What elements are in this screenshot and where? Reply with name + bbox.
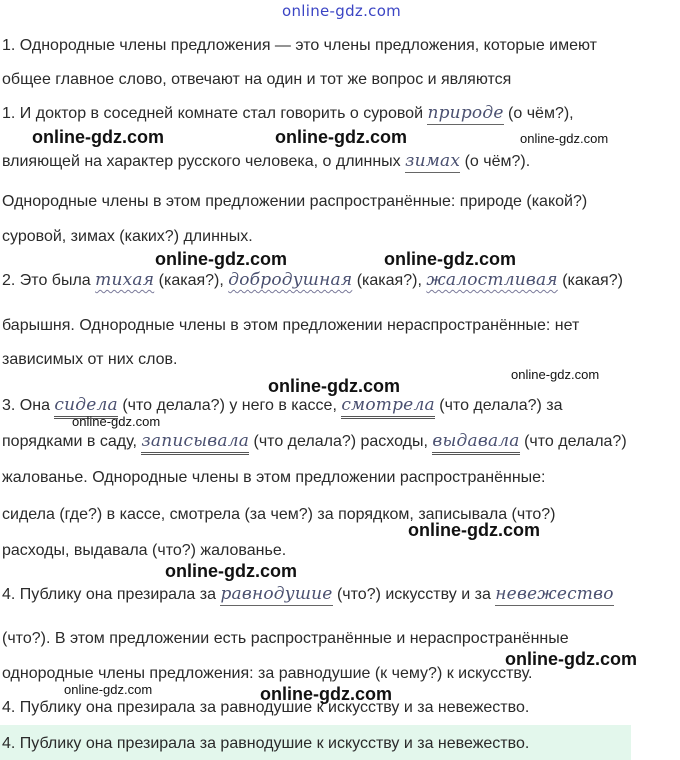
watermark: online-gdz.com (520, 131, 609, 146)
text-line-9: зависимых от них слов. (2, 351, 178, 368)
text-line-8: барышня. Однородные члены в этом предложении нераспространённые: нет (2, 317, 580, 334)
text-line-14: расходы, выдавала (что?) жалованье. (2, 542, 287, 559)
text-segment: 2. Это была (2, 272, 96, 289)
watermark: online-gdz.com (275, 127, 407, 147)
text-line-16: (что?). В этом предложении есть распространённые и нераспространённые (2, 630, 569, 647)
text-segment: (что делала?) (519, 433, 627, 450)
watermark: online-gdz.com (384, 249, 516, 269)
text-line-4 (2, 151, 530, 172)
answer-line: 4. Публику она презирала за равнодушие к искусству и за невежество. (2, 735, 530, 752)
watermark: online-gdz.com (155, 249, 287, 269)
text-segment: 4. Публику она презирала за (2, 586, 221, 603)
text-segment: (что делала?) за (434, 397, 563, 414)
text-line-17: однородные члены предложения: за равнодушие (к чему?) к искусству. (2, 665, 533, 682)
watermark: online-gdz.com (72, 414, 161, 429)
top-watermark: online-gdz.com (282, 2, 402, 20)
text-segment: (что делала?) расходы, (249, 433, 433, 450)
handwritten-word: природе (427, 103, 504, 123)
handwritten-word: зимах (405, 151, 461, 171)
text-segment: (о чём?), (503, 105, 574, 122)
text-line-3 (2, 103, 574, 124)
text-segment: (какая?) (557, 272, 623, 289)
handwritten-word: невежество (495, 584, 614, 604)
text-line-10 (2, 395, 563, 416)
watermark: online-gdz.com (64, 682, 153, 697)
text-line-18: 4. Публику она презирала за равнодушие к искусству и за невежество. (2, 699, 530, 716)
handwritten-word: жалостливая (426, 270, 558, 290)
handwritten-word: смотрела (341, 395, 434, 419)
text-segment: влияющей на характер русского человека, о длинных (2, 153, 406, 170)
watermark: online-gdz.com (268, 376, 400, 396)
text-segment: 3. Она (2, 397, 55, 414)
watermark: online-gdz.com (408, 520, 540, 540)
text-segment: порядками в саду, (2, 433, 142, 450)
handwritten-word: тихая (95, 270, 155, 290)
text-segment: (какая?), (352, 272, 427, 289)
text-line-1: 1. Однородные члены предложения — это члены предложения, которые имеют (2, 37, 597, 54)
text-line-15 (2, 584, 614, 605)
text-segment: 1. И доктор в соседней комнате стал говорить о суровой (2, 105, 428, 122)
text-line-11 (2, 431, 627, 452)
handwritten-word: записывала (141, 431, 249, 455)
text-line-6: суровой, зимах (каких?) длинных. (2, 228, 253, 245)
text-line-13: сидела (где?) в кассе, смотрела (за чем?) за порядком, записывала (что?) (2, 506, 556, 523)
watermark: online-gdz.com (505, 649, 637, 669)
text-line-12: жалованье. Однородные члены в этом предложении распространённые: (2, 469, 546, 486)
handwritten-word: добродушная (228, 270, 353, 290)
text-line-2: общее главное слово, отвечают на один и тот же вопрос и являются (2, 71, 512, 88)
handwritten-word: сидела (54, 395, 117, 419)
text-segment: (что?) искусству и за (332, 586, 496, 603)
watermark: online-gdz.com (260, 684, 392, 704)
watermark: online-gdz.com (32, 127, 164, 147)
handwritten-word: равнодушие (220, 584, 333, 604)
text-line-5: Однородные члены в этом предложении распространённые: природе (какой?) (2, 193, 588, 210)
text-line-7 (2, 270, 623, 291)
text-segment: (что делала?) у него в кассе, (117, 397, 342, 414)
handwritten-word: выдавала (432, 431, 519, 455)
watermark: online-gdz.com (165, 561, 297, 581)
text-segment: (о чём?). (460, 153, 531, 170)
text-segment: (какая?), (154, 272, 229, 289)
watermark: online-gdz.com (511, 367, 600, 382)
